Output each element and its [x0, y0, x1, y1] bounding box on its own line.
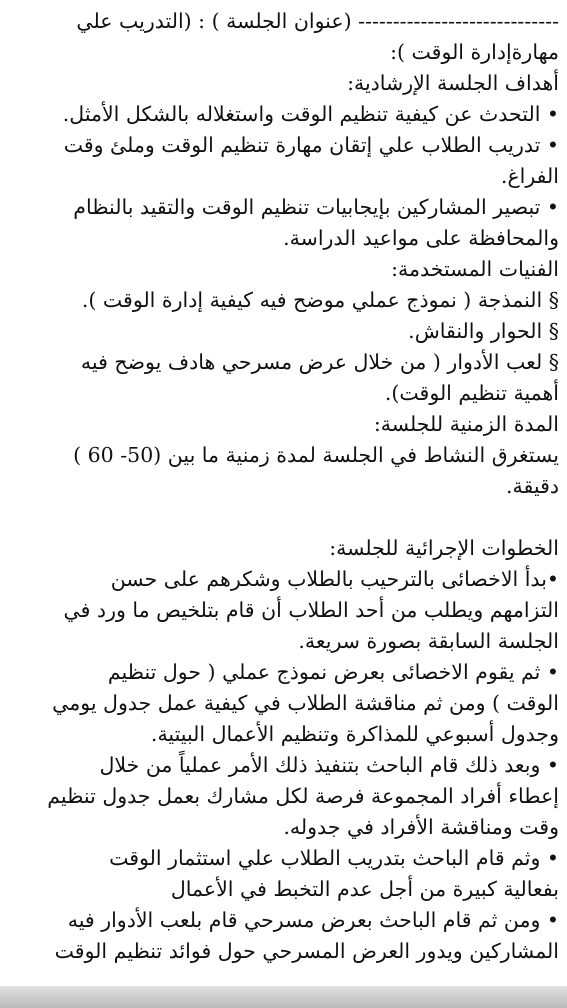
- session-title-line-cont: مهارةإدارة الوقت ):: [390, 40, 559, 64]
- session-title-line: ----------------------------- (عنوان الجلسة ) : (التدريب علي: [76, 9, 559, 33]
- duration-text-cont: دقيقة.: [506, 474, 559, 498]
- objective-item: • تدريب الطلاب علي إتقان مهارة تنظيم الوقت وملئ وقت: [63, 133, 559, 157]
- duration-text: يستغرق النشاط في الجلسة لمدة زمنية ما بين (50- 60 ): [73, 443, 559, 467]
- technique-item: § لعب الأدوار ( من خلال عرض مسرحي هادف يوضح فيه: [80, 350, 559, 374]
- step-item-cont: إعطاء أفراد المجموعة فرصة لكل مشارك بعمل جدول تنظيم: [47, 784, 559, 808]
- duration-heading: المدة الزمنية للجلسة:: [373, 412, 559, 436]
- step-item-cont: التزامهم ويطلب من أحد الطلاب أن قام بتلخيص ما ورد في: [63, 598, 559, 622]
- step-item-cont: وجدول أسبوعي للمذاكرة وتنظيم الأعمال البيتية.: [150, 722, 559, 746]
- step-item-cont: وقت ومناقشة الأفراد في جدوله.: [283, 815, 559, 839]
- step-item-cont: الجلسة السابقة بصورة سريعة.: [298, 629, 559, 653]
- step-item: • ومن ثم قام الباحث بعرض مسرحي قام بلعب الأدوار فيه: [67, 908, 559, 932]
- blank-line: [10, 502, 559, 533]
- step-item-cont: الوقت ) ومن ثم مناقشة الطلاب في كيفية عمل جدول يومي: [52, 691, 559, 715]
- objectives-heading: أهداف الجلسة الإرشادية:: [347, 71, 559, 95]
- objective-item-cont: والمحافظة على مواعيد الدراسة.: [283, 226, 559, 250]
- technique-item: § النمذجة ( نموذج عملي موضح فيه كيفية إدارة الوقت ).: [81, 288, 559, 312]
- step-item: •بدأ الاخصائى بالترحيب بالطلاب وشكرهم على حسن: [110, 567, 559, 591]
- steps-heading: الخطوات الإجرائية للجلسة:: [329, 536, 559, 560]
- technique-item-cont: أهمية تنظيم الوقت).: [384, 381, 559, 405]
- objective-item: • التحدث عن كيفية تنظيم الوقت واستغلاله بالشكل الأمثل.: [62, 102, 559, 126]
- objective-item: • تبصير المشاركين بإيجابيات تنظيم الوقت والتقيد بالنظام: [73, 195, 559, 219]
- objective-item-cont: الفراغ.: [500, 164, 559, 188]
- techniques-heading: الفنيات المستخدمة:: [391, 257, 559, 281]
- bottom-scroll-shadow: [0, 986, 567, 1008]
- step-item: • وثم قام الباحث بتدريب الطلاب علي استثمار الوقت: [109, 846, 559, 870]
- technique-item: § الحوار والنقاش.: [408, 319, 559, 343]
- step-item-cont: المشاركين ويدور العرض المسرحي حول فوائد تنظيم الوقت: [54, 939, 559, 963]
- step-item: • وبعد ذلك قام الباحث بتنفيذ ذلك الأمر عملياً من خلال: [99, 753, 559, 777]
- step-item: • ثم يقوم الاخصائى بعرض نموذج عملي ( حول تنظيم: [107, 660, 559, 684]
- step-item-cont: بفعالية كبيرة من أجل عدم التخبط في الأعمال: [170, 877, 559, 901]
